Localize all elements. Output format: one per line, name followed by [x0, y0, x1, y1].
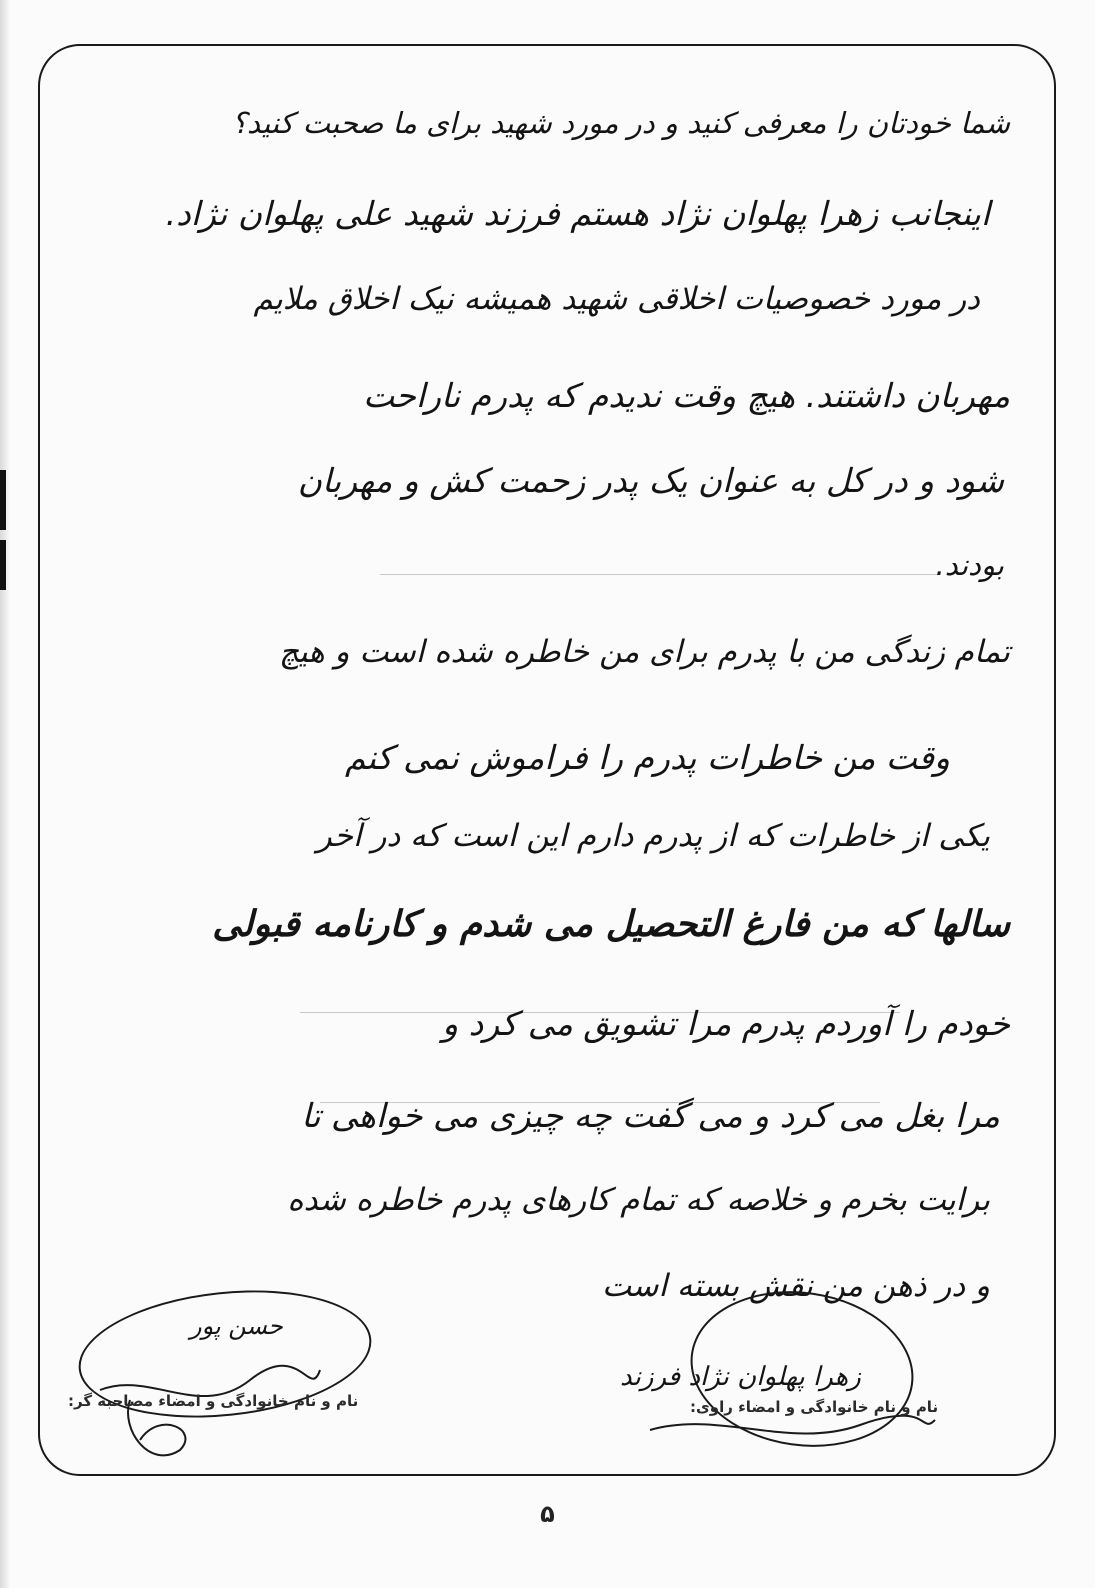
handwritten-line: مرا بغل می کرد و می گفت چه چیزی می خواهی تا	[301, 1096, 1000, 1135]
handwritten-line: تمام زندگی من با پدرم برای من خاطره شده است و هیچ	[278, 634, 1010, 670]
page-number: ۵	[540, 1500, 555, 1528]
binding-mark	[0, 470, 6, 530]
handwritten-line: در مورد خصوصیات اخلاقی شهید همیشه نیک اخلاق ملایم	[253, 281, 980, 317]
handwritten-line: شود و در کل به عنوان یک پدر زحمت کش و مهربان	[297, 461, 1004, 500]
binding-mark	[0, 540, 6, 590]
narrator-signature: زهرا پهلوان نژاد فرزند	[620, 1362, 861, 1392]
binding-shadow	[0, 0, 10, 1588]
handwritten-line: خودم را آوردم پدرم مرا تشویق می کرد و	[442, 1004, 1010, 1043]
interviewer-signature: حسن پور	[190, 1312, 283, 1340]
handwritten-line: اینجانب زهرا پهلوان نژاد هستم فرزند شهید علی پهلوان نژاد.	[165, 194, 990, 233]
handwritten-line: یکی از خاطرات که از پدرم دارم این است که در آخر	[316, 818, 990, 854]
handwritten-line: و در ذهن من نقش بسته است	[602, 1268, 990, 1304]
handwritten-line: سالها که من فارغ التحصیل می شدم و کارنامه قبولی	[212, 904, 1010, 945]
handwritten-line: وقت من خاطرات پدرم را فراموش نمی کنم	[344, 738, 950, 777]
handwritten-line: بودند.	[935, 548, 1004, 582]
handwritten-line: شما خودتان را معرفی کنید و در مورد شهید برای ما صحبت کنید؟	[231, 106, 1010, 140]
ruled-line	[380, 574, 940, 575]
handwritten-line: مهربان داشتند. هیچ وقت ندیدم که پدرم ناراحت	[363, 376, 1010, 415]
handwritten-line: برایت بخرم و خلاصه که تمام کارهای پدرم خاطره شده	[287, 1182, 990, 1218]
narrator-signature-label: نام و نام خانوادگی و امضاء راوی:	[690, 1398, 939, 1416]
interviewer-signature-label: نام و نام خانوادگی و امضاء مصاحبه گر:	[68, 1392, 359, 1410]
